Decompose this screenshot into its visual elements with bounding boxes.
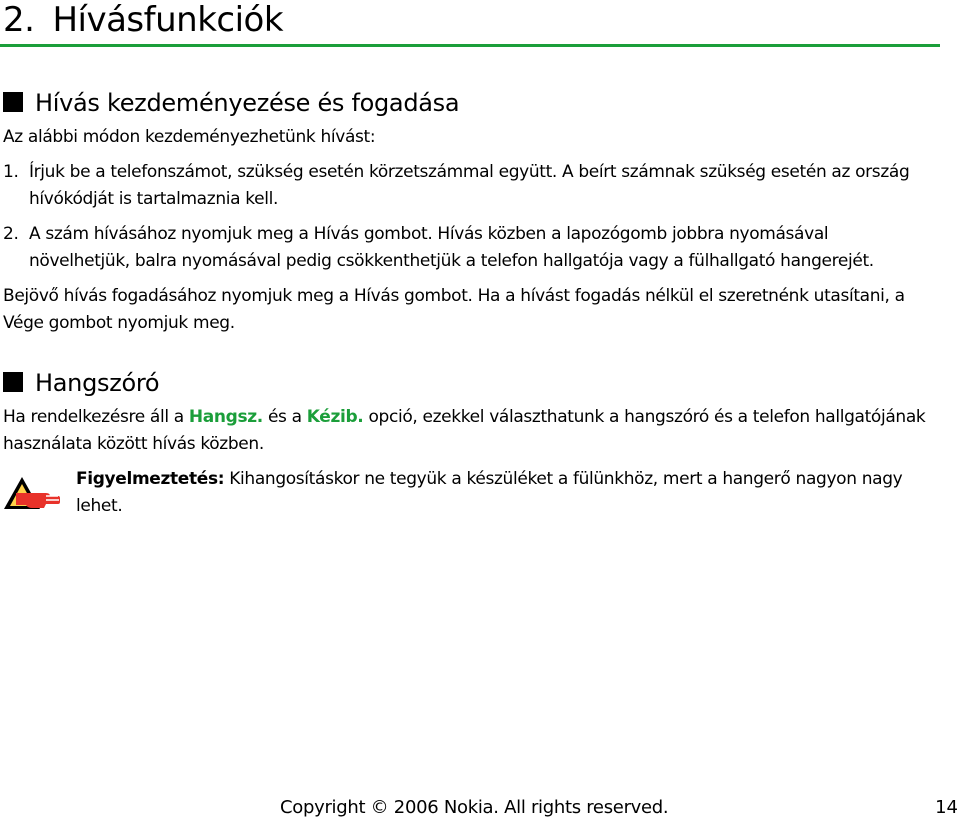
speaker-line: használata között hívás közben. [3,434,264,454]
section-title-speaker [3,368,159,398]
warning-line [76,466,902,493]
incoming-call-text [3,283,905,337]
incoming-call-line: Vége gombot nyomjuk meg. [3,313,235,333]
list-item [3,159,909,213]
chapter-number: 2. [3,0,35,40]
section-bullet-icon [3,92,23,112]
speaker-line [3,404,925,431]
list-item-line: A szám hívásához nyomjuk meg a Hívás gombot. Hívás közben a lapozógomb jobbra nyomásával [29,224,829,244]
option-hangsz: Hangsz. [188,407,263,427]
list-item-number: 1. [3,162,19,182]
chapter-title-text: Hívásfunkciók [52,0,284,40]
intro-text: Az alábbi módon kezdeményezhetünk hívást: [3,127,376,147]
chapter-title [3,0,283,42]
speaker-text-mid: és a [262,407,307,427]
list-item-line: hívókódját is tartalmaznia kell. [29,189,279,209]
speaker-text-suffix: opció, ezekkel választhatunk a hangszóró és a telefon hallgatójának [363,407,926,427]
footer-copyright: Copyright © 2006 Nokia. All rights reserved. [280,797,669,818]
chapter-divider [0,44,940,47]
warning-hand-icon [2,475,62,513]
section-title-speaker-text: Hangszóró [35,369,160,397]
warning-label: Figyelmeztetés: [76,469,225,489]
section-title-calls [3,88,459,118]
speaker-text [3,404,925,458]
speaker-text-prefix: Ha rendelkezésre áll a [3,407,189,427]
warning-text [76,466,902,520]
list-item-line: növelhetjük, balra nyomásával pedig csökkenthetjük a telefon hallgatója vagy a fülhallgató hangerejét. [29,251,874,271]
warning-line-2: lehet. [76,496,123,516]
page-number: 14 [935,797,958,818]
list-item-number: 2. [3,224,19,244]
section-title-calls-text: Hívás kezdeményezése és fogadása [35,89,460,117]
incoming-call-line: Bejövő hívás fogadásához nyomjuk meg a Hívás gombot. Ha a hívást fogadás nélkül el szeretnénk utasítani, a [3,286,905,306]
option-kezib: Kézib. [306,407,364,427]
section-bullet-icon [3,372,23,392]
list-item [3,221,874,275]
list-item-line: Írjuk be a telefonszámot, szükség esetén körzetszámmal együtt. A beírt számnak szükség esetén az ország [29,162,910,182]
warning-line-1: Kihangosításkor ne tegyük a készüléket a fülünkhöz, mert a hangerő nagyon nagy [224,469,903,489]
